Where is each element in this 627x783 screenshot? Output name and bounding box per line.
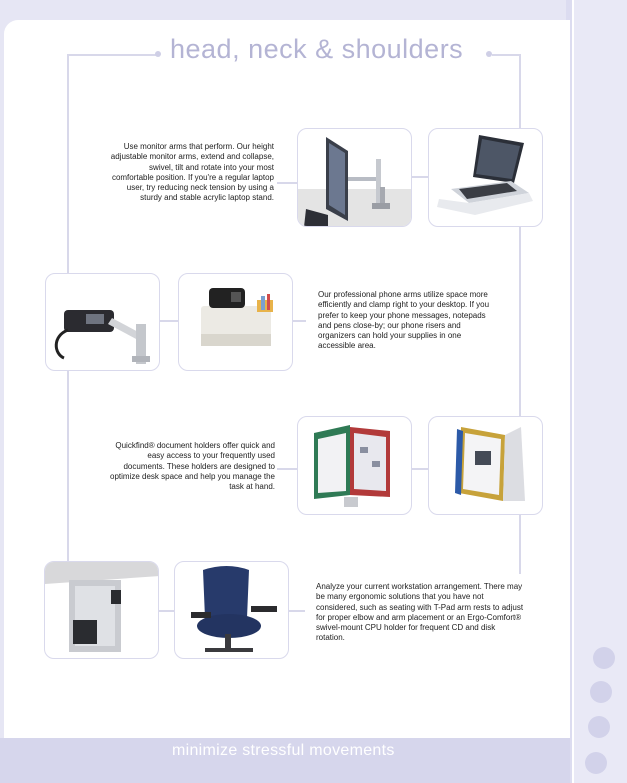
decor-dot-2: [590, 681, 612, 703]
title-dot-left: [155, 51, 161, 57]
decor-dot-1: [593, 647, 615, 669]
section-text-monitor-arms: Use monitor arms that perform. Our height adjustable monitor arms, extend and collapse, swivel, tilt and rotate into your most comfortable position. If you're a regular laptop user, try reducing neck tension by using a sturdy and stable acrylic laptop stand.: [110, 142, 274, 203]
frame-line-top-left: [67, 54, 159, 56]
cpu-holder-illustration: [45, 562, 159, 659]
page-title: head, neck & shoulders: [170, 34, 464, 64]
document-holder-rotary-illustration: [298, 417, 412, 515]
row2-link: [159, 320, 179, 322]
decor-dot-4: [585, 752, 607, 774]
laptop-stand-illustration: [429, 129, 543, 227]
decor-dot-3: [588, 716, 610, 738]
image-document-holder-stand: [428, 416, 543, 515]
row1-link2: [410, 176, 430, 178]
row4-link2: [287, 610, 305, 612]
phone-arm-illustration: [46, 274, 160, 371]
image-monitor-arm: [297, 128, 412, 227]
image-phone-arm: [45, 273, 160, 371]
row3-link: [277, 468, 299, 470]
document-holder-stand-illustration: [429, 417, 543, 515]
image-phone-riser: [178, 273, 293, 371]
image-document-holder-rotary: [297, 416, 412, 515]
frame-line-top-right: [492, 54, 520, 56]
footer-tagline: minimize stressful movements: [172, 742, 395, 759]
image-laptop-stand: [428, 128, 543, 227]
row2-link2: [292, 320, 306, 322]
image-office-chair: [174, 561, 289, 659]
row1-link: [277, 182, 299, 184]
section-text-phone-arms: Our professional phone arms utilize space more efficiently and clamp right to your desktop. If you prefer to keep your phone messages, notepads and pens close-by; our phone risers and organizers can hold your supplies in one accessible area.: [318, 290, 490, 351]
row3-link2: [410, 468, 430, 470]
section-text-document-holders: Quickfind® document holders offer quick and easy access to your frequently used documents. These holders are designed to optimize desk space and help you manage the task at hand.: [110, 441, 275, 492]
phone-riser-illustration: [179, 274, 293, 371]
monitor-arm-illustration: [298, 129, 412, 227]
section-text-workstation: Analyze your current workstation arrangement. There may be many ergonomic solutions that you have not considered, such as seating with T-Pad arm rests to adjust for proper elbow and arm placement or an Ergo-Comfort® swivel-mount CPU holder for frequent CD and disk rotation.: [316, 582, 524, 643]
office-chair-illustration: [175, 562, 289, 659]
title-dot-right: [486, 51, 492, 57]
image-cpu-holder: [44, 561, 159, 659]
